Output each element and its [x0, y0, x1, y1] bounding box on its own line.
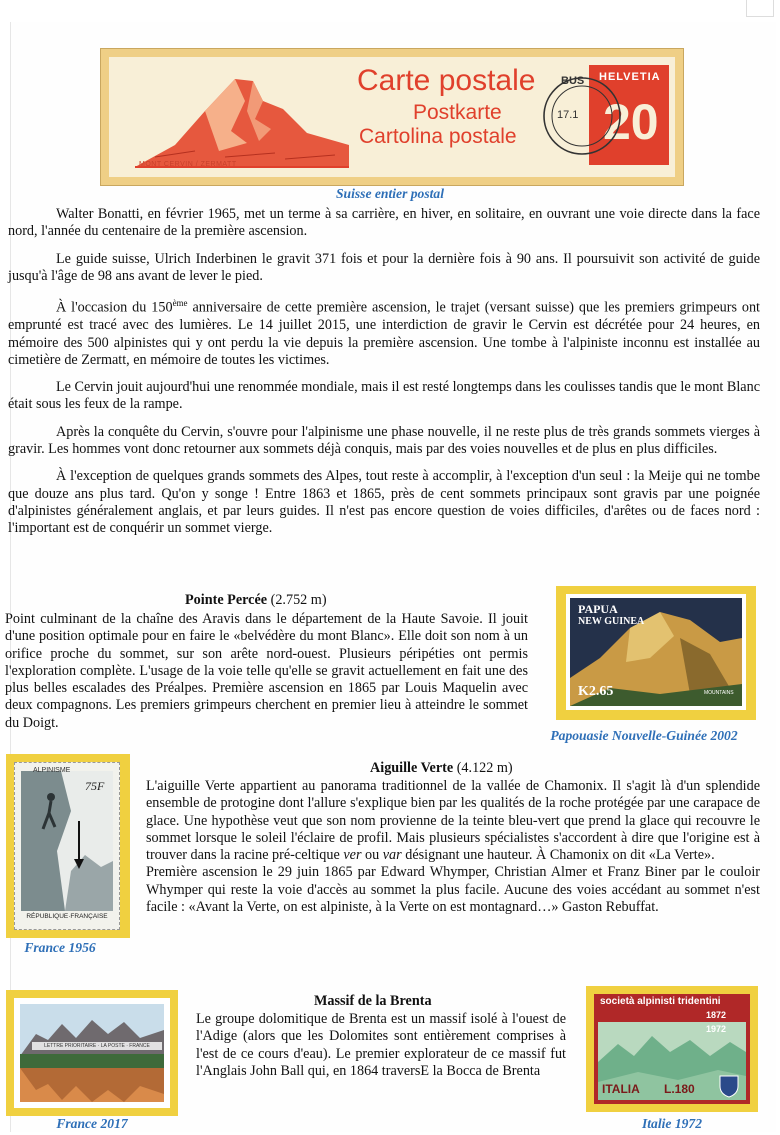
png-caption: Papouasie Nouvelle-Guinée 2002	[550, 728, 738, 743]
postcard	[100, 48, 684, 186]
stamp-it1972	[594, 994, 750, 1104]
verte-paragraph-1: L'aiguille Verte appartient au panorama traditionnel de la vallée de Chamonix. Il s'agit là d'un splendide ensemble de protogine dont l'allure s'explique bien par les qualités de la roche protégée par une carapace de glace. Une hypothèse veut que son nom provienne de la teinte bleu-vert que prend la glace qui recouvre le sommet lorsque le soleil l'éclaire de profil. Mais plusieurs spécialistes s'accordent à dire que l'origine est à trouver dans la racine pré-celtique ver ou var désignant une hauteur. À Chamonix on dit «La Verte».	[146, 778, 760, 864]
postcard-caption: Suisse entier postal	[335, 186, 444, 201]
fr1956-caption: France 1956	[24, 940, 96, 955]
matterhorn-illustration	[135, 71, 349, 171]
stamp-fr1956	[14, 762, 120, 930]
postcard-title-de: Postkarte	[413, 101, 502, 124]
postmark-text: BUS	[561, 75, 585, 87]
it1972-title: società alpinisti tridentini	[600, 996, 721, 1007]
postmark-date: 17.1	[557, 109, 579, 121]
section-title-pointe: Pointe Percée (2.752 m)	[185, 592, 327, 608]
intro-text	[8, 206, 760, 537]
it1972-year1: 1872	[706, 1010, 727, 1020]
png-country-2: NEW GUINEA	[578, 616, 645, 627]
postcard-title-fr: Carte postale	[357, 64, 536, 97]
fr1956-title: ALPINISME	[33, 767, 71, 774]
section-title-verte: Aiguille Verte (4.122 m)	[370, 760, 513, 776]
paragraph-renommee: Le Cervin jouit aujourd'hui une renommée mondiale, mais il est resté longtemps dans les coulisses tandis que le mont Blanc était sous les feux de la rampe.	[8, 379, 760, 413]
paragraph-anniversary: À l'occasion du 150ème anniversaire de cette première ascension, le trajet (versant suisse) que les premiers grimpeurs ont emprunté est tracé avec des lumières. Le 14 juillet 2015, une interdiction de gravir le Cervin est décrétée pour 24 heures, en mémoire des 500 alpinistes qui y ont perdu la vie depuis la première ascension. Une tombe à l'alpiniste inconnu est installée au cimetière de Zermatt, en mémoire de toutes les victimes.	[8, 298, 760, 368]
stamp-value: 20	[603, 94, 659, 150]
stamp-fr2017	[14, 998, 170, 1108]
it1972-caption: Italie 1972	[641, 1116, 703, 1131]
it1972-value: L.180	[664, 1082, 695, 1096]
section-text-verte	[146, 778, 760, 916]
shield-icon	[718, 1074, 740, 1098]
fr2017-text: LETTRE PRIORITAIRE · LA POSTE · FRANCE	[32, 1042, 162, 1050]
paragraph-exception: À l'exception de quelques grands sommets des Alpes, tout reste à accomplir, à l'exception d'un seul : la Meije qui ne tombe que douze ans plus tard. Qu'on y songe ! Entre 1863 et 1865, près de cent sommets principaux sont gravis par une poignée d'alpinistes généralement anglais, et par leurs guides. Il n'est pas encore question de voies difficiles, d'arêtes ou de faces nord : l'important est de conquérir un sommet vierge.	[8, 468, 760, 537]
it1972-year2: 1972	[706, 1024, 727, 1034]
paragraph-bonatti: Walter Bonatti, en février 1965, met un terme à sa carrière, en hiver, en solitaire, en ouvrant une voie directe dans la face nord, l'année du centenaire de la première ascension.	[8, 206, 760, 240]
png-value: K2.65	[578, 684, 614, 699]
page-corner	[746, 0, 774, 17]
stamp-png	[566, 594, 746, 710]
fr2017-caption: France 2017	[56, 1116, 128, 1131]
postcard-location: MONT CERVIN / ZERMATT	[139, 161, 237, 168]
section-title-brenta: Massif de la Brenta	[314, 993, 432, 1009]
stamp-country: HELVETIA	[599, 71, 661, 83]
brenta-lake-image	[20, 1004, 164, 1102]
postcard-title-it: Cartolina postale	[359, 125, 517, 148]
it1972-country: ITALIA	[602, 1082, 640, 1096]
section-text-pointe: Point culminant de la chaîne des Aravis dans le département de la Haute Savoie. Il jouit d'une position optimale pour en faire le «belvédère du mont Blanc». Elle doit son nom à un orifice proche du sommet, sur son arête nord-ouest. Plusieurs péripéties ont permis l'exploration complète. L'usage de la voie telle qu'elle se gravit actuellement en fait une des plus belles escalades des Préalpes. Première ascension en 1865 par Louis Maquelin avec deux compagnons. Les premiers grimpeurs cherchent en premier lieu à atteindre le sommet du Doigt.	[5, 611, 528, 731]
fr1956-value: 75F	[85, 779, 105, 793]
png-country-1: PAPUA	[578, 602, 618, 616]
verte-paragraph-2: Première ascension le 29 juin 1865 par Edward Whymper, Christian Almer et Franz Biner par le couloir Whymper qui reste la voie d'accès au sommet la plus facile. Aucune des voies accédant au sommet n'est facile : «Avant la Verte, on est alpiniste, à la Verte on est montagnard…» Gaston Rebuffat.	[146, 864, 760, 916]
paragraph-inderbinen: Le guide suisse, Ulrich Inderbinen le gravit 371 fois et pour la dernière fois à 90 ans. Il poursuivit son activité de guide jusqu'à l'âge de 98 ans avant de lever le pied.	[8, 250, 760, 284]
png-label: MOUNTAINS	[704, 690, 734, 696]
fr1956-country: RÉPUBLIQUE·FRANÇAISE	[26, 913, 108, 920]
paragraph-phase-nouvelle: Après la conquête du Cervin, s'ouvre pour l'alpinisme une phase nouvelle, il ne reste plus de très grands sommets vierges à gravir. Les hommes vont donc retourner aux sommets déjà conquis, mais par des voies nouvelles et de plus en plus difficiles.	[8, 423, 760, 457]
section-text-brenta: Le groupe dolomitique de Brenta est un massif isolé à l'ouest de l'Adige (alors que les Dolomites sont entièrement comprises à l'est de ce cours d'eau). Le premier explorateur de ce massif fut l'Anglais John Ball qui, en 1864 traversE la Bocca de Brenta	[196, 1011, 566, 1079]
